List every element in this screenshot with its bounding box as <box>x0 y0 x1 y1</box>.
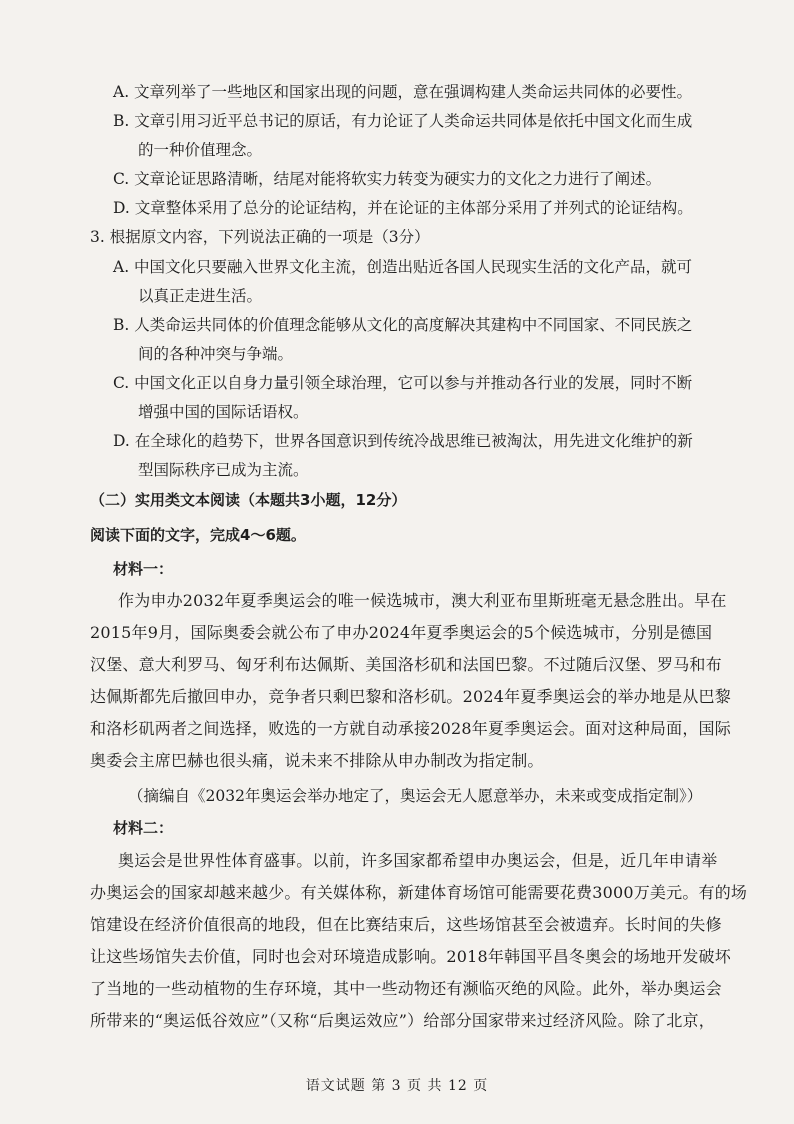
material-1-line: 2015年9月，国际奥委会就公布了申办2024年夏季奥运会的5个候选城市，分别是德国 <box>90 623 713 642</box>
material-1-line: 和洛杉矶两者之间选择，败选的一方就自动承接2028年夏季奥运会。面对这种局面，国际 <box>90 719 731 738</box>
material-2-line: 了当地的一些动植物的生存环境，其中一些动物还有濒临灭绝的风险。此外，举办奥运会 <box>90 979 722 998</box>
material-2-label: 材料二： <box>113 819 174 837</box>
q3-option-d: D. 在全球化的趋势下，世界各国意识到传统冷战思维已被淘汰，用先进文化维护的新 <box>113 432 693 450</box>
material-1-source: （摘编自《2032年奥运会举办地定了，奥运会无人愿意举办，未来或变成指定制》） <box>128 787 703 805</box>
q3-option-c-cont: 增强中国的国际话语权。 <box>138 403 309 421</box>
q2-option-d: D. 文章整体采用了总分的论证结构，并在论证的主体部分采用了并列式的论证结构。 <box>113 199 693 217</box>
q3-option-b-cont: 间的各种冲突与争端。 <box>138 345 294 363</box>
section-heading: （二）实用类文本阅读（本题共3小题，12分） <box>90 491 407 509</box>
q3-option-a: A. 中国文化只要融入世界文化主流，创造出贴近各国人民现实生活的文化产品，就可 <box>113 258 693 276</box>
q2-option-b: B. 文章引用习近平总书记的原话，有力论证了人类命运共同体是依托中国文化而生成 <box>113 112 693 130</box>
q2-option-c: C. 文章论证思路清晰，结尾对能将软实力转变为硬实力的文化之力进行了阐述。 <box>113 170 662 188</box>
material-2-line: 馆建设在经济价值很高的地段，但在比赛结束后，这些场馆甚至会被遗弃。长时间的失修 <box>90 915 722 934</box>
q3-stem: 3. 根据原文内容，下列说法正确的一项是（3分） <box>90 228 430 246</box>
material-1-label: 材料一： <box>113 560 174 578</box>
material-2-line: 让这些场馆失去价值，同时也会对环境造成影响。2018年韩国平昌冬奥会的场地开发破坏 <box>90 947 731 966</box>
page-footer: 语文试题 第 3 页 共 12 页 <box>305 1078 489 1094</box>
section-instruction: 阅读下面的文字，完成4～6题。 <box>90 526 306 544</box>
material-2-line: 所带来的“奥运低谷效应”（又称“后奥运效应”）给部分国家带来过经济风险。除了北京， <box>90 1011 715 1030</box>
material-2-line: 办奥运会的国家却越来越少。有关媒体称，新建体育场馆可能需要花费3000万美元。有的场 <box>90 883 748 902</box>
q3-option-c: C. 中国文化正以自身力量引领全球治理，它可以参与并推动各行业的发展，同时不断 <box>113 374 693 392</box>
material-1-line: 达佩斯都先后撤回申办，竞争者只剩巴黎和洛杉矶。2024年夏季奥运会的举办地是从巴黎 <box>90 687 731 706</box>
q2-option-a: A. 文章列举了一些地区和国家出现的问题，意在强调构建人类命运共同体的必要性。 <box>113 83 693 101</box>
material-1-line: 汉堡、意大利罗马、匈牙利布达佩斯、美国洛杉矶和法国巴黎。不过随后汉堡、罗马和布 <box>90 655 722 674</box>
q3-option-d-cont: 型国际秩序已成为主流。 <box>138 461 309 479</box>
material-2-line: 奥运会是世界性体育盛事。以前，许多国家都希望申办奥运会，但是，近几年申请举 <box>118 851 718 870</box>
q3-option-b: B. 人类命运共同体的价值理念能够从文化的高度解决其建构中不同国家、不同民族之 <box>113 316 693 334</box>
material-1-line: 奥委会主席巴赫也很头痛，说未来不排除从申办制改为指定制。 <box>90 751 544 770</box>
q3-option-a-cont: 以真正走进生活。 <box>138 287 263 305</box>
q2-option-b-cont: 的一种价值理念。 <box>138 141 263 159</box>
material-1-line: 作为申办2032年夏季奥运会的唯一候选城市，澳大利亚布里斯班毫无悬念胜出。早在 <box>118 591 727 610</box>
